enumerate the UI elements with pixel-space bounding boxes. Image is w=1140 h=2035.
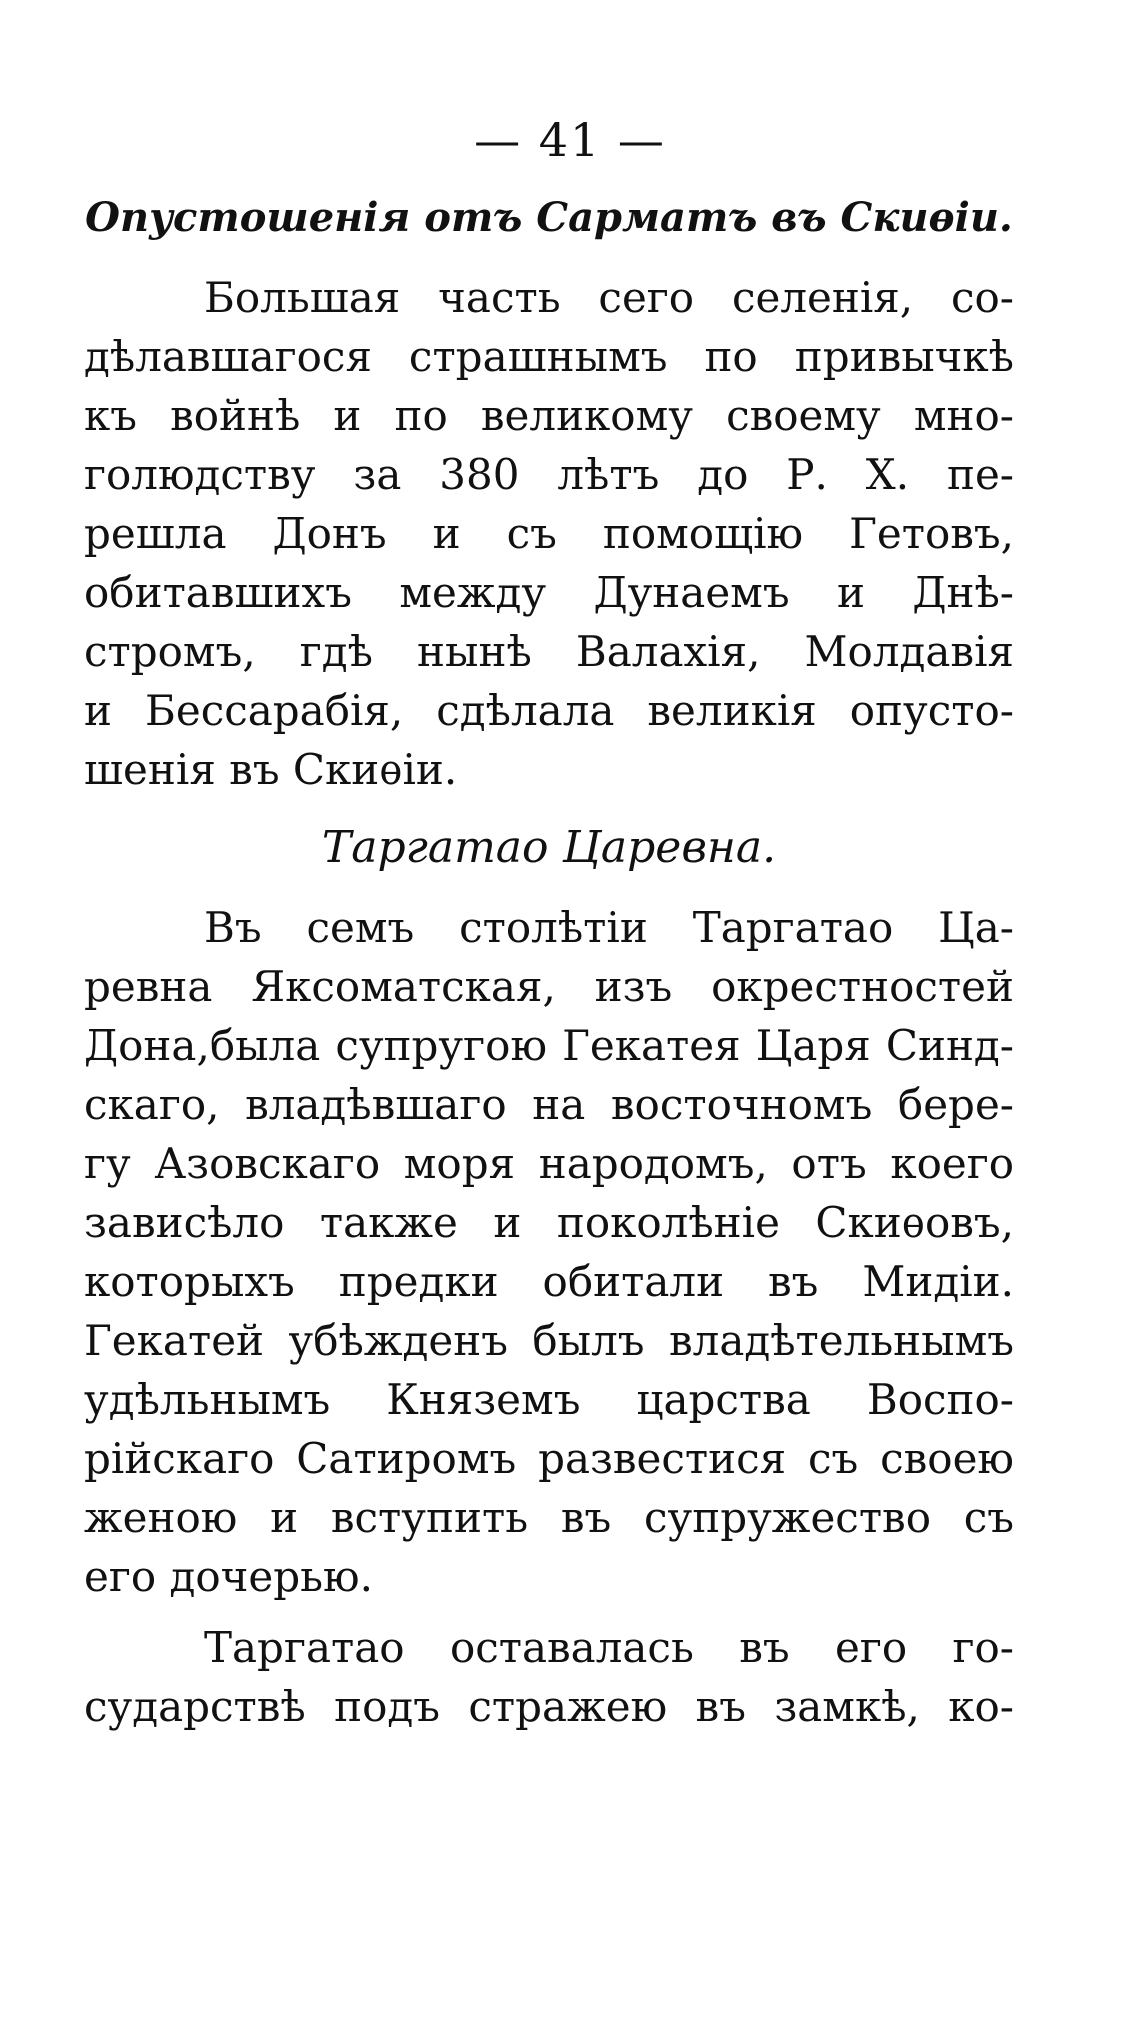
text-line: стромъ, гдѣ нынѣ Валахія, Молдавія <box>84 627 1014 676</box>
section-heading-devastation: Опустошенія отъ Сарматъ въ Скиѳіи. <box>85 194 1013 241</box>
text-line: рійскаго Сатиромъ развестися съ своею <box>84 1434 1014 1483</box>
text-line: зависѣло также и поколѣніе Скиѳовъ, <box>84 1198 1014 1247</box>
text-line: ревна Яксоматская, изъ окрестностей <box>84 962 1014 1011</box>
text-line: шенія въ Скиѳіи. <box>84 745 458 794</box>
text-line: и Бессарабія, сдѣлала великія опусто- <box>84 686 1014 735</box>
text-line: голюдству за 380 лѣтъ до Р. Х. пе- <box>84 450 1014 499</box>
text-line: Таргатао оставалась въ его го- <box>204 1623 1014 1672</box>
text-line: Гекатей убѣжденъ былъ владѣтельнымъ <box>84 1316 1014 1365</box>
text-line: Въ семъ столѣтіи Таргатао Ца- <box>204 903 1014 952</box>
text-line: гу Азовскаго моря народомъ, отъ коего <box>84 1139 1014 1188</box>
text-line: которыхъ предки обитали въ Мидіи. <box>84 1257 1014 1306</box>
paragraph-targatao-2 <box>84 1618 1014 1736</box>
text-line: обитавшихъ между Дунаемъ и Днѣ- <box>84 568 1014 617</box>
text-line: удѣльнымъ Княземъ царства Воспо- <box>84 1375 1014 1424</box>
section-heading-targatao: Таргатао Царевна. <box>321 822 777 873</box>
paragraph-devastation <box>84 268 1014 799</box>
text-line: его дочерью. <box>84 1552 373 1601</box>
text-line: къ войнѣ и по великому своему мно- <box>84 391 1014 440</box>
text-line: Большая часть сего селенія, со- <box>204 273 1014 322</box>
paragraph-targatao-1 <box>84 898 1014 1606</box>
text-line: женою и вступить въ супружество съ <box>84 1493 1014 1542</box>
text-line: дѣлавшагося страшнымъ по привычкѣ <box>84 332 1014 381</box>
page-number: — 41 — <box>474 113 666 167</box>
text-line: скаго, владѣвшаго на восточномъ бере- <box>84 1080 1014 1129</box>
text-line: сударствѣ подъ стражею въ замкѣ, ко- <box>84 1682 1014 1731</box>
text-line: Дона,была супругою Гекатея Царя Синд- <box>84 1021 1014 1070</box>
text-line: решла Донъ и съ помощію Гетовъ, <box>84 509 1014 558</box>
